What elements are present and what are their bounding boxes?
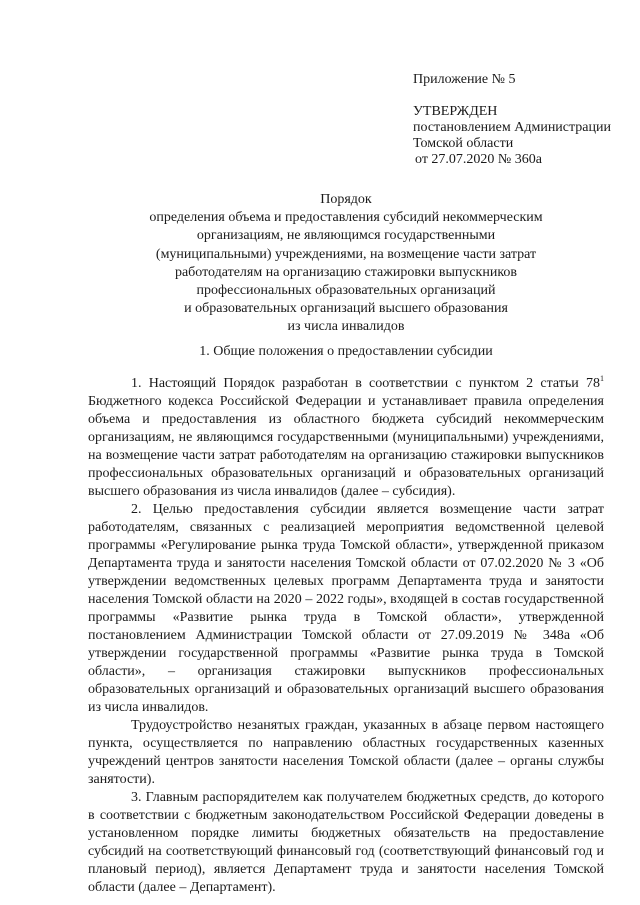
document-title [88, 191, 604, 337]
superscript: 1 [600, 374, 604, 383]
approval-date: от 27.07.2020 № 360а [415, 152, 543, 167]
paragraph-1-rest: Бюджетного кодекса Российской Федерации и устанавливает правила определения объема и предоставления из областного бюджета субсидий некоммерческим организациям, не являющимся государственными (муниципальными) учреждениями, на возмещение части затрат работодателям на организацию стажировки выпускников профессиональных образовательных организаций и образовательных организаций высшего образования из числа инвалидов (далее – субсидия). [88, 394, 604, 499]
title-line: организациям, не являющимся государственными [196, 228, 496, 244]
approved-label: УТВЕРЖДЕН [413, 104, 498, 119]
paragraph-2: 2. Целью предоставления субсидии является возмещение части затрат работодателям, связанных с реализацией мероприятия ведомственной целевой программы «Регулирование рынка труда Томской области», утвержденной приказом Департамента труда и занятости населения Томской области от 07.02.2020 № 3 «Об утверждении ведомственных целевых программ Департамента труда и занятости населения Томской области на 2020 – 2022 годы», входящей в состав государственной программы «Развитие рынка труда в Томской области», утвержденной постановлением Администрации Томской области от 27.09.2019 № 348а «Об утверждении государственной программы «Развитие рынка труда в Томской области», – организация стажировки выпускников профессиональных образовательных организаций и образовательных организаций высшего образования из числа инвалидов. [88, 502, 604, 715]
section-heading: 1. Общие положения о предоставлении субсидии [199, 344, 493, 359]
paragraph-1 [88, 375, 604, 501]
paragraph-3: Трудоустройство незанятых граждан, указанных в абзаце первом настоящего пункта, осуществляется по направлению областных государственных казенных учреждений центров занятости населения Томской области (далее – органы службы занятости). [88, 718, 604, 787]
title-line: определения объема и предоставления субсидий некоммерческим [149, 210, 543, 226]
approval-block [413, 72, 633, 168]
spacer [413, 88, 633, 104]
title-line: и образовательных организаций высшего образования [184, 301, 508, 317]
title-line: (муниципальными) учреждениями, на возмещение части затрат [155, 246, 537, 262]
title-line: Порядок [320, 192, 372, 207]
title-line: профессиональных образовательных организаций [196, 283, 496, 299]
approval-line-1: постановлением Администрации [413, 120, 611, 135]
document-body [88, 375, 604, 897]
title-line: работодателям на организацию стажировки выпускников [174, 264, 518, 280]
paragraph-1-start: 1. Настоящий Порядок разработан в соответствии с пунктом 2 статьи 78 [131, 376, 600, 391]
appendix-label: Приложение № 5 [413, 72, 516, 87]
title-line: из числа инвалидов [287, 319, 405, 335]
paragraph-4: 3. Главным распорядителем как получателем бюджетных средств, до которого в соответствии с бюджетным законодательством Российской Федерации доведены в установленном порядке лимиты бюджетных обязательств на предоставление субсидий на соответствующий финансовый год (соответствующий финансовый год и плановый период), является Департамент труда и занятости населения Томской области (далее – Департамент). [88, 790, 604, 895]
approval-line-2: Томской области [413, 136, 514, 151]
